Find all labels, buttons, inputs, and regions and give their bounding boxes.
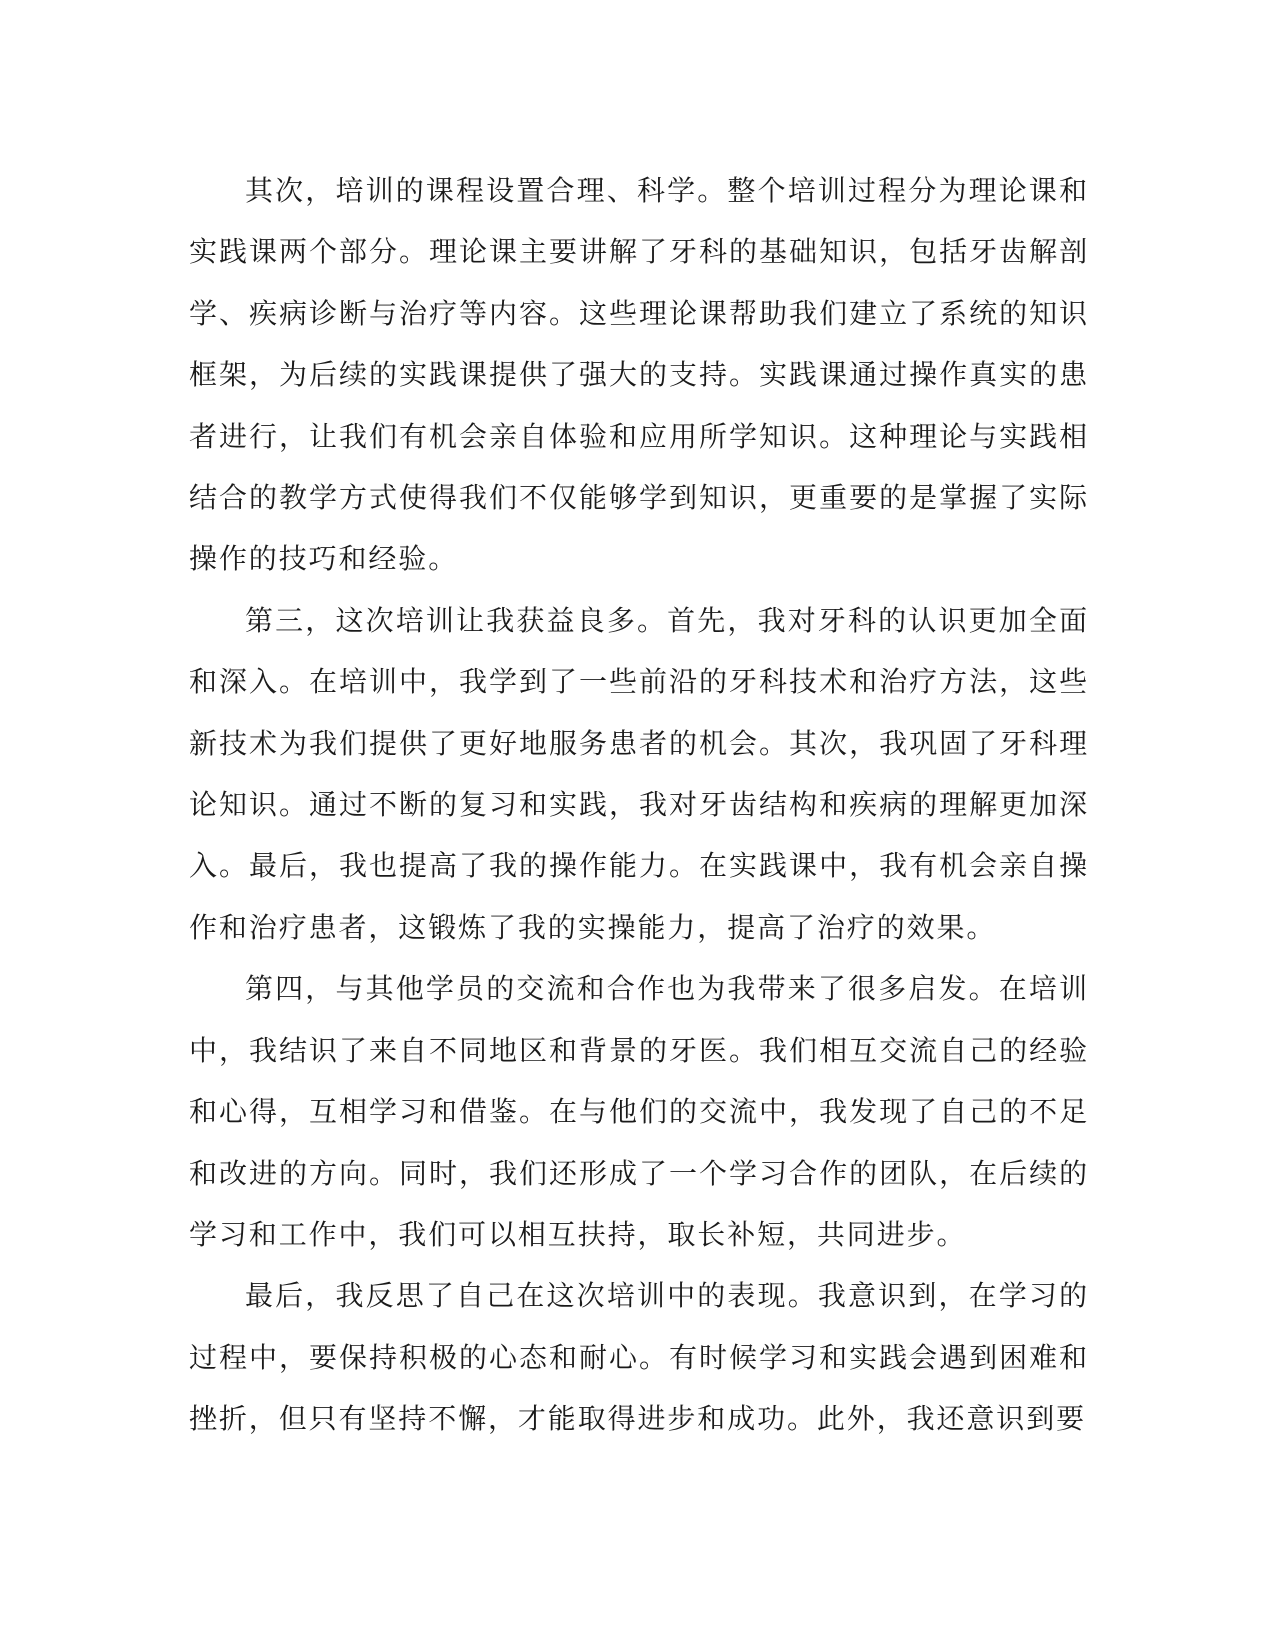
paragraph-gains: 第三，这次培训让我获益良多。首先，我对牙科的认识更加全面和深入。在培训中，我学到了一些前沿的牙科技术和治疗方法，这些新技术为我们提供了更好地服务患者的机会。其次，我巩固了牙科理论知识。通过不断的复习和实践，我对牙齿结构和疾病的理解更加深入。最后，我也提高了我的操作能力。在实践课中，我有机会亲自操作和治疗患者，这锻炼了我的实操能力，提高了治疗的效果。 bbox=[189, 603, 1089, 944]
paragraph-reflection: 最后，我反思了自己在这次培训中的表现。我意识到，在学习的过程中，要保持积极的心态和耐心。有时候学习和实践会遇到困难和挫折，但只有坚持不懈，才能取得进步和成功。此外，我还意识到要 bbox=[189, 1279, 1089, 1436]
document-body bbox=[189, 160, 1089, 1450]
paragraph-course-design: 其次，培训的课程设置合理、科学。整个培训过程分为理论课和实践课两个部分。理论课主要讲解了牙科的基础知识，包括牙齿解剖学、疾病诊断与治疗等内容。这些理论课帮助我们建立了系统的知识框架，为后续的实践课提供了强大的支持。实践课通过操作真实的患者进行，让我们有机会亲自体验和应用所学知识。这种理论与实践相结合的教学方式使得我们不仅能够学到知识，更重要的是掌握了实际操作的技巧和经验。 bbox=[189, 174, 1089, 576]
paragraph-peer-exchange: 第四，与其他学员的交流和合作也为我带来了很多启发。在培训中，我结识了来自不同地区和背景的牙医。我们相互交流自己的经验和心得，互相学习和借鉴。在与他们的交流中，我发现了自己的不足和改进的方向。同时，我们还形成了一个学习合作的团队，在后续的学习和工作中，我们可以相互扶持，取长补短，共同进步。 bbox=[189, 972, 1089, 1251]
